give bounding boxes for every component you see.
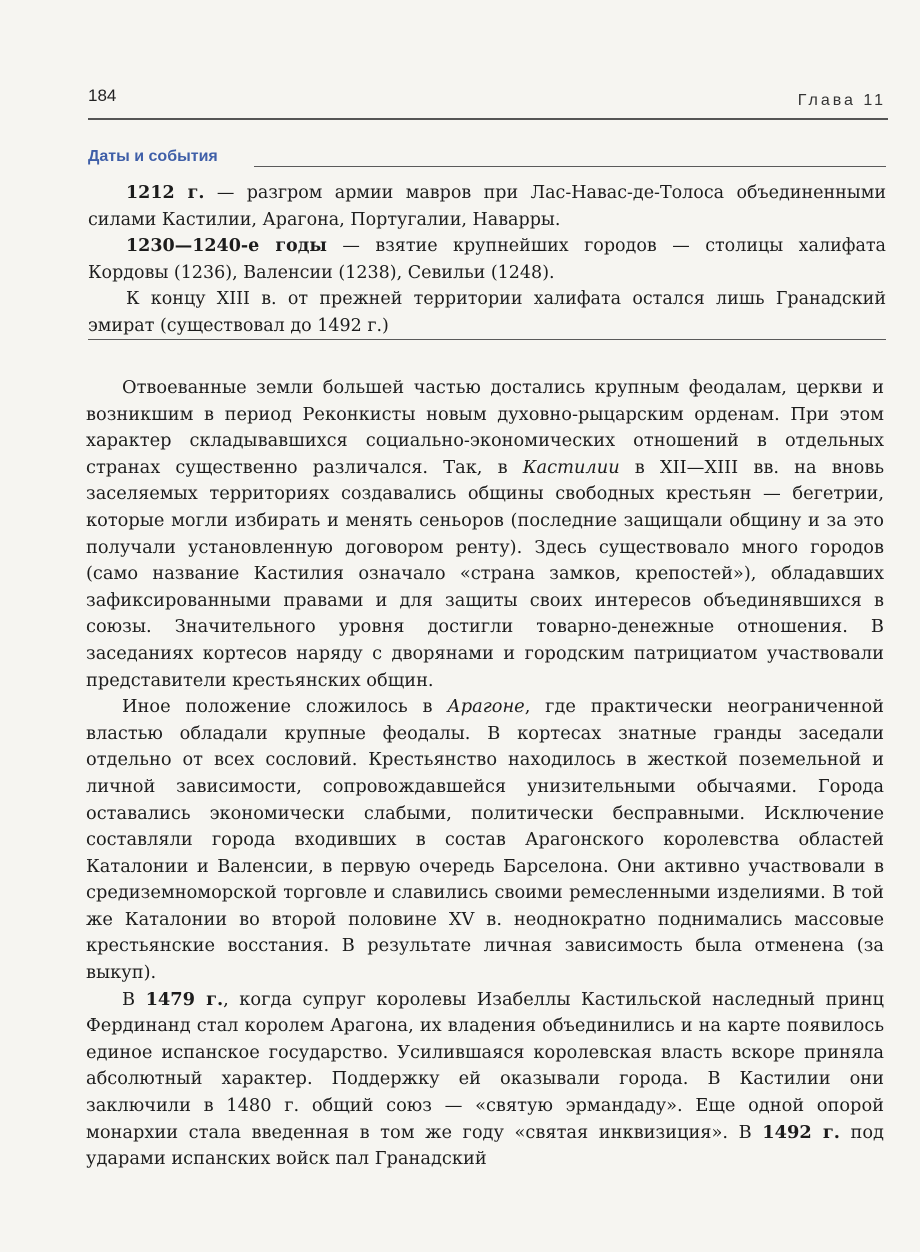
text-run: , когда супруг королевы Изабеллы Кастильской наследный принц Фердинанд стал королем Арагона, их владения объединились и на карте появилось единое испанское государство. Усилившаяся королевская власть вскоре приняла абсолютный характер. Поддержку ей оказывали города. В Кастилии они заключили в 1480 г. общий союз — «святую эрмандаду». Еще одной опорой монархии стала введенная в том же году «святая инквизиция». В [86,988,884,1143]
dates-box-title: Даты и события [88,148,222,166]
date-text: К концу XIII в. от прежней территории халифата остался лишь Гранадский эмират (существовал до 1492 г.) [88,289,886,336]
text-run: В [122,988,146,1010]
body-text [86,375,884,1173]
text-run: Иное положение сложилось в [122,696,448,718]
text-run: под ударами испанских войск пал Гранадский [86,1121,884,1170]
text-run: Отвоеванные земли большей частью достались крупным феодалам, церкви и возникшим в период Реконкисты новым духовно-рыцарским орденам. При этом характер складывавшихся социально-экономических отношений в отдельных странах существенно различался. Так, в [86,377,884,478]
text-run: , где практически неограниченной властью обладали крупные феодалы. В кортесах знатные гранды заседали отдельно от всех сословий. Крестьянство находилось в жесткой поземельной и личной зависимости, сопровождавшейся унизительными обычаями. Города оставались экономически слабыми, политически бесправными. Исключение составляли города входивших в состав Арагонского королевства областей Каталонии и Валенсии, в первую очередь Барселона. Они активно участвовали в средиземноморской торговле и славились своими ремесленными изделиями. В той же Каталонии во второй половине XV в. неоднократно поднимались массовые крестьянские восстания. В результате личная зависимость была отменена (за выкуп). [86,696,884,984]
dates-box-top-rule [254,166,886,167]
dates-box-header [88,146,886,172]
date-entry [88,233,886,286]
text-run: в XII—XIII вв. на вновь заселяемых территориях создавались общины свободных крестьян — бегетрии, которые могли избирать и менять сеньоров (последние защищали общину и за это получали установленную договором ренту). Здесь существовало много городов (само название Кастилия означало «страна замков, крепостей»), обладавших зафиксированными правами и для защиты своих интересов объединявшихся в союзы. Значительного уровня достигли товарно-денежные отношения. В заседаниях кортесов наряду с дворянами и городским патрициатом участвовали представители крестьянских общин. [86,456,885,691]
date-label: 1212 г. [126,183,205,203]
dates-box-bottom-rule [88,339,886,340]
date-text: — разгром армии мавров при Лас-Навас-де-Толоса объединенными силами Кастилии, Арагона, Португалии, Наварры. [88,183,886,230]
paragraph-aragon [86,694,884,987]
date-text: — взятие крупнейших городов — столицы халифата Кордовы (1236), Валенсии (1238), Севильи (1248). [88,236,886,283]
page-header [88,86,888,122]
paragraph-castile [86,375,884,694]
bold-date: 1492 г. [762,1121,840,1143]
italic-term: Арагоне [447,696,525,718]
date-entry [88,286,886,339]
header-rule [88,118,888,120]
date-entry [88,180,886,233]
date-label: 1230—1240-е годы [126,236,327,256]
italic-term: Кастилии [522,456,620,478]
page-number: 184 [88,86,117,105]
bold-date: 1479 г. [145,988,224,1010]
dates-box [88,180,886,339]
chapter-label: Глава 11 [797,92,886,109]
paragraph-unification [86,987,884,1173]
